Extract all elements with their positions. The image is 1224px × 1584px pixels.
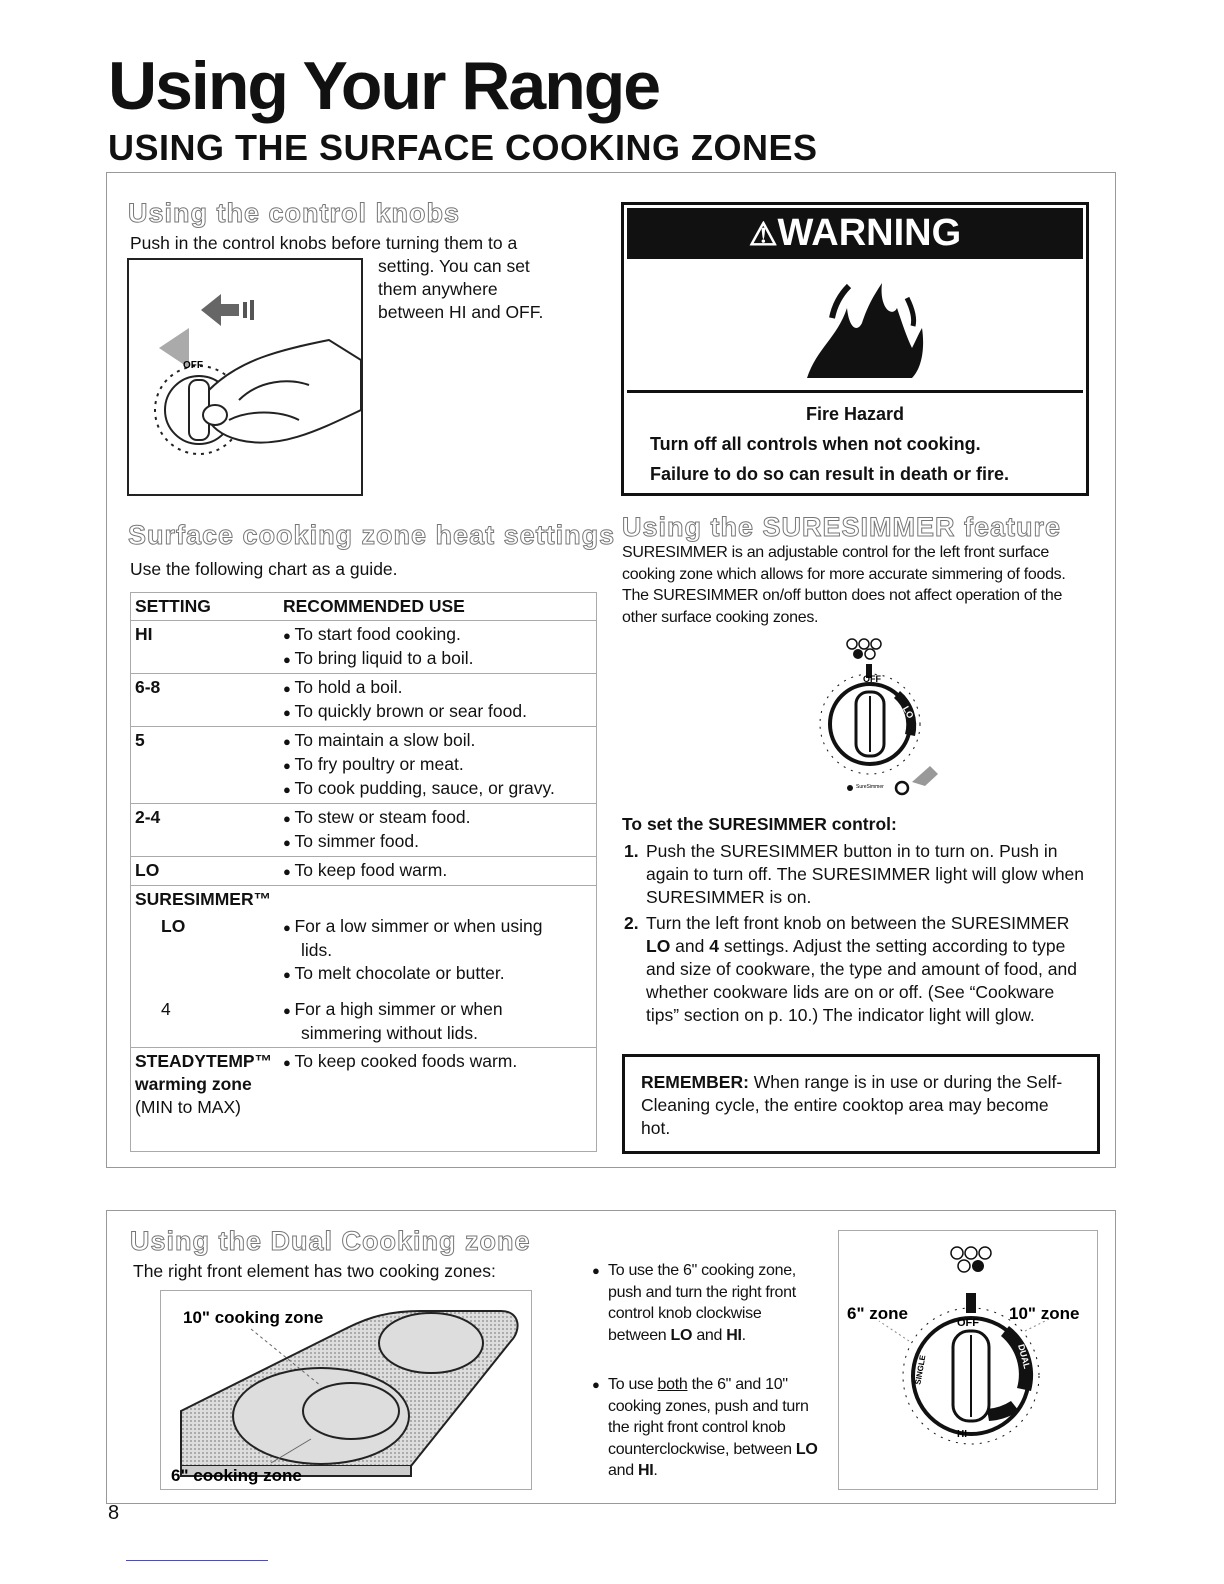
suresimmer-knob-figure [800,636,970,806]
suresimmer-set-heading: To set the SURESIMMER control: [622,814,897,834]
use-text: To stew or steam food. [294,807,471,827]
b2-both: both [657,1376,688,1393]
dual-zone-heading: Using the Dual Cooking zone [130,1226,531,1256]
heat-settings-table [130,592,597,1152]
uses-suresimmer-lo [279,913,596,988]
fire-hazard-label: Fire Hazard [805,404,905,424]
hand-pushing-knob-icon [129,260,361,494]
list-item [283,859,592,883]
suresimmer-paragraph: SURESIMMER is an adjustable control for the left front surface cooking zone which allows for more accurate simmering of foods. The SURESIMMER on/off button does not affect operation of the other surface cooking zones. [622,544,1066,626]
heat-settings-heading: Surface cooking zone heat settings [128,520,616,550]
table-row [131,674,596,727]
cooktop-zones-icon [161,1291,531,1489]
label-6-zone: 6" zone [847,1304,908,1323]
dual-zone-intro: The right front element has two cooking zones: [133,1261,496,1281]
list-item [283,700,592,724]
use-text: To bring liquid to a boil. [294,648,474,668]
step-number: 2. [624,913,639,933]
list-item [283,676,592,700]
use-text: To quickly brown or sear food. [294,701,527,721]
use-text: To keep cooked foods warm. [294,1051,518,1071]
uses-hi [279,621,596,674]
dual-knob-off: OFF [957,1317,979,1329]
suresimmer-lo: LO [161,916,186,936]
table-row [131,727,596,804]
dual-knob-single: SINGLE [913,1354,928,1386]
warning-line1: Turn off all controls when not cooking. [650,434,981,454]
use-text: To melt chocolate or butter. [294,963,505,983]
list-item [283,962,592,986]
dual-knob-icon [839,1231,1097,1489]
warning-title: WARNING [777,212,962,254]
heat-settings-intro: Use the following chart as a guide. [130,559,398,579]
warning-line2: Failure to do so can result in death or fire. [650,464,1010,484]
fire-icon [787,268,937,388]
setting-5: 5 [131,727,279,804]
cooktop-figure [160,1290,532,1490]
list-item [283,1050,592,1074]
label-10-cooking-zone: 10" cooking zone [183,1308,324,1327]
b2-text-b: the 6" and 10" cooking zones, push and turn the right front control knob counterclockwise, between [608,1376,809,1458]
warning-box [621,202,1089,496]
label-10-zone: 10" zone [1009,1304,1080,1323]
table-row [131,857,596,886]
list-item [283,623,592,647]
steadytemp-range: (MIN to MAX) [135,1097,241,1117]
step-2-text-a: Turn the left front knob on between the SURESIMMER [646,913,1070,933]
use-text: For a low simmer or when using [294,916,543,936]
use-text: To fry poultry or meat. [294,754,464,774]
knob-push-figure [127,258,363,496]
suresimmer-knob-icon [800,636,970,806]
uses-steadytemp [279,1048,596,1122]
step-2-text-c: settings. Adjust the setting according to type and size of cookware, the type and amount of food, and whether cookware lids are on or off. (See “Cookware tips” section on p. 10.) The indicator light will glow. [646,936,1077,1025]
remember-box [622,1054,1100,1154]
b1-text-b: and [692,1326,727,1344]
steadytemp-setting [131,1048,279,1122]
bullet-1-text [608,1260,812,1346]
steadytemp-label2: warming zone [135,1074,252,1094]
steadytemp-label: STEADYTEMP™ [135,1051,273,1071]
remember-label: REMEMBER: [641,1072,749,1092]
b2-lo: LO [795,1440,818,1458]
list-item [283,753,592,777]
list-item [283,777,592,801]
table-row [131,804,596,857]
suresimmer-setting: SURESIMMER™ [131,886,596,914]
page-subtitle: USING THE SURFACE COOKING ZONES [108,127,818,168]
bullet-icon: ● [592,1377,600,1392]
control-knobs-line4: between HI and OFF. [378,302,544,322]
table-row [131,621,596,674]
b1-hi: HI [726,1326,742,1344]
table-row [131,1048,596,1122]
step-2-lo: LO [646,936,671,956]
suresimmer-4: 4 [161,999,171,1019]
knob-off-label: OFF [183,360,203,371]
table-row [131,988,596,1048]
dual-knob-hi: HI [957,1429,967,1440]
b1-text-c: . [741,1326,746,1344]
control-knobs-line2: setting. You can set [378,256,530,276]
warning-triangle-icon: ⚠ [748,216,778,252]
control-knobs-line3: them anywhere [378,279,498,299]
list-item [283,830,592,854]
use-text: To start food cooking. [294,624,461,644]
use-text: To hold a boil. [294,677,403,697]
list-item [283,729,592,753]
settings-table [131,593,596,1121]
list-item-continued: lids. [301,940,333,960]
use-text: To maintain a slow boil. [294,730,476,750]
setting-2-4: 2-4 [131,804,279,857]
table-header-row [131,593,596,621]
use-text: To keep food warm. [294,860,448,880]
dual-knob-dual: DUAL [1016,1343,1033,1370]
bullet-icon: ● [592,1263,600,1278]
uses-suresimmer-4 [279,988,596,1048]
list-item [283,647,592,671]
list-item [283,915,592,939]
col-use-header: RECOMMENDED USE [283,596,465,616]
use-text: To cook pudding, sauce, or gravy. [294,778,555,798]
page-title: Using Your Range [108,48,660,124]
suresimmer-step-2 [624,912,1086,1027]
bullet-2-text [608,1374,827,1482]
step-number: 1. [624,841,639,861]
remember-text: When range is in use or during the Self-Cleaning cycle, the entire cooktop area may become hot. [641,1072,1063,1138]
b1-text-a: To use the 6" cooking zone, push and turn the right front control knob clockwise between [608,1262,796,1344]
control-knobs-heading: Using the control knobs [128,198,461,228]
dual-zone-bullet-2 [592,1374,827,1482]
suresimmer-knob-off: OFF [863,674,881,684]
suresimmer-heading: Using the SURESIMMER feature [622,512,1062,542]
step-2-4: 4 [709,936,719,956]
fire-icon-area [627,262,1083,393]
list-item-continued: simmering without lids. [301,1023,478,1043]
col-setting-header: SETTING [135,596,211,616]
label-6-cooking-zone: 6" cooking zone [171,1466,302,1485]
uses-lo [279,857,596,886]
suresimmer-step-1 [624,840,1086,909]
warning-header [627,208,1083,259]
suresimmer-button-label: SureSimmer [856,784,884,790]
list-item [283,806,592,830]
b2-text-d: . [653,1462,658,1479]
step-2-text-b: and [670,936,710,956]
list-item [283,998,592,1022]
dual-zone-bullet-1 [592,1260,812,1346]
suresimmer-knob-lo: LO [900,704,916,721]
footer-rule [126,1560,268,1561]
b2-hi: HI [637,1462,654,1479]
b1-lo: LO [670,1326,693,1344]
page-number: 8 [108,1502,120,1524]
table-row [131,886,596,914]
table-row [131,913,596,988]
uses-6-8 [279,674,596,727]
setting-hi: HI [131,621,279,674]
step-1-text: Push the SURESIMMER button in to turn on. Push in again to turn off. The SURESIMMER light will glow when SURESIMMER is on. [646,841,1085,907]
setting-lo: LO [131,857,279,886]
b2-text-a: To use [608,1376,658,1393]
dual-knob-figure [838,1230,1098,1490]
uses-2-4 [279,804,596,857]
uses-5 [279,727,596,804]
setting-6-8: 6-8 [131,674,279,727]
step-2-text [646,912,1086,1027]
b2-text-c: and [608,1462,638,1479]
use-text: To simmer food. [294,831,419,851]
use-text: For a high simmer or when [294,999,503,1019]
control-knobs-line1: Push in the control knobs before turning them to a [130,233,518,253]
